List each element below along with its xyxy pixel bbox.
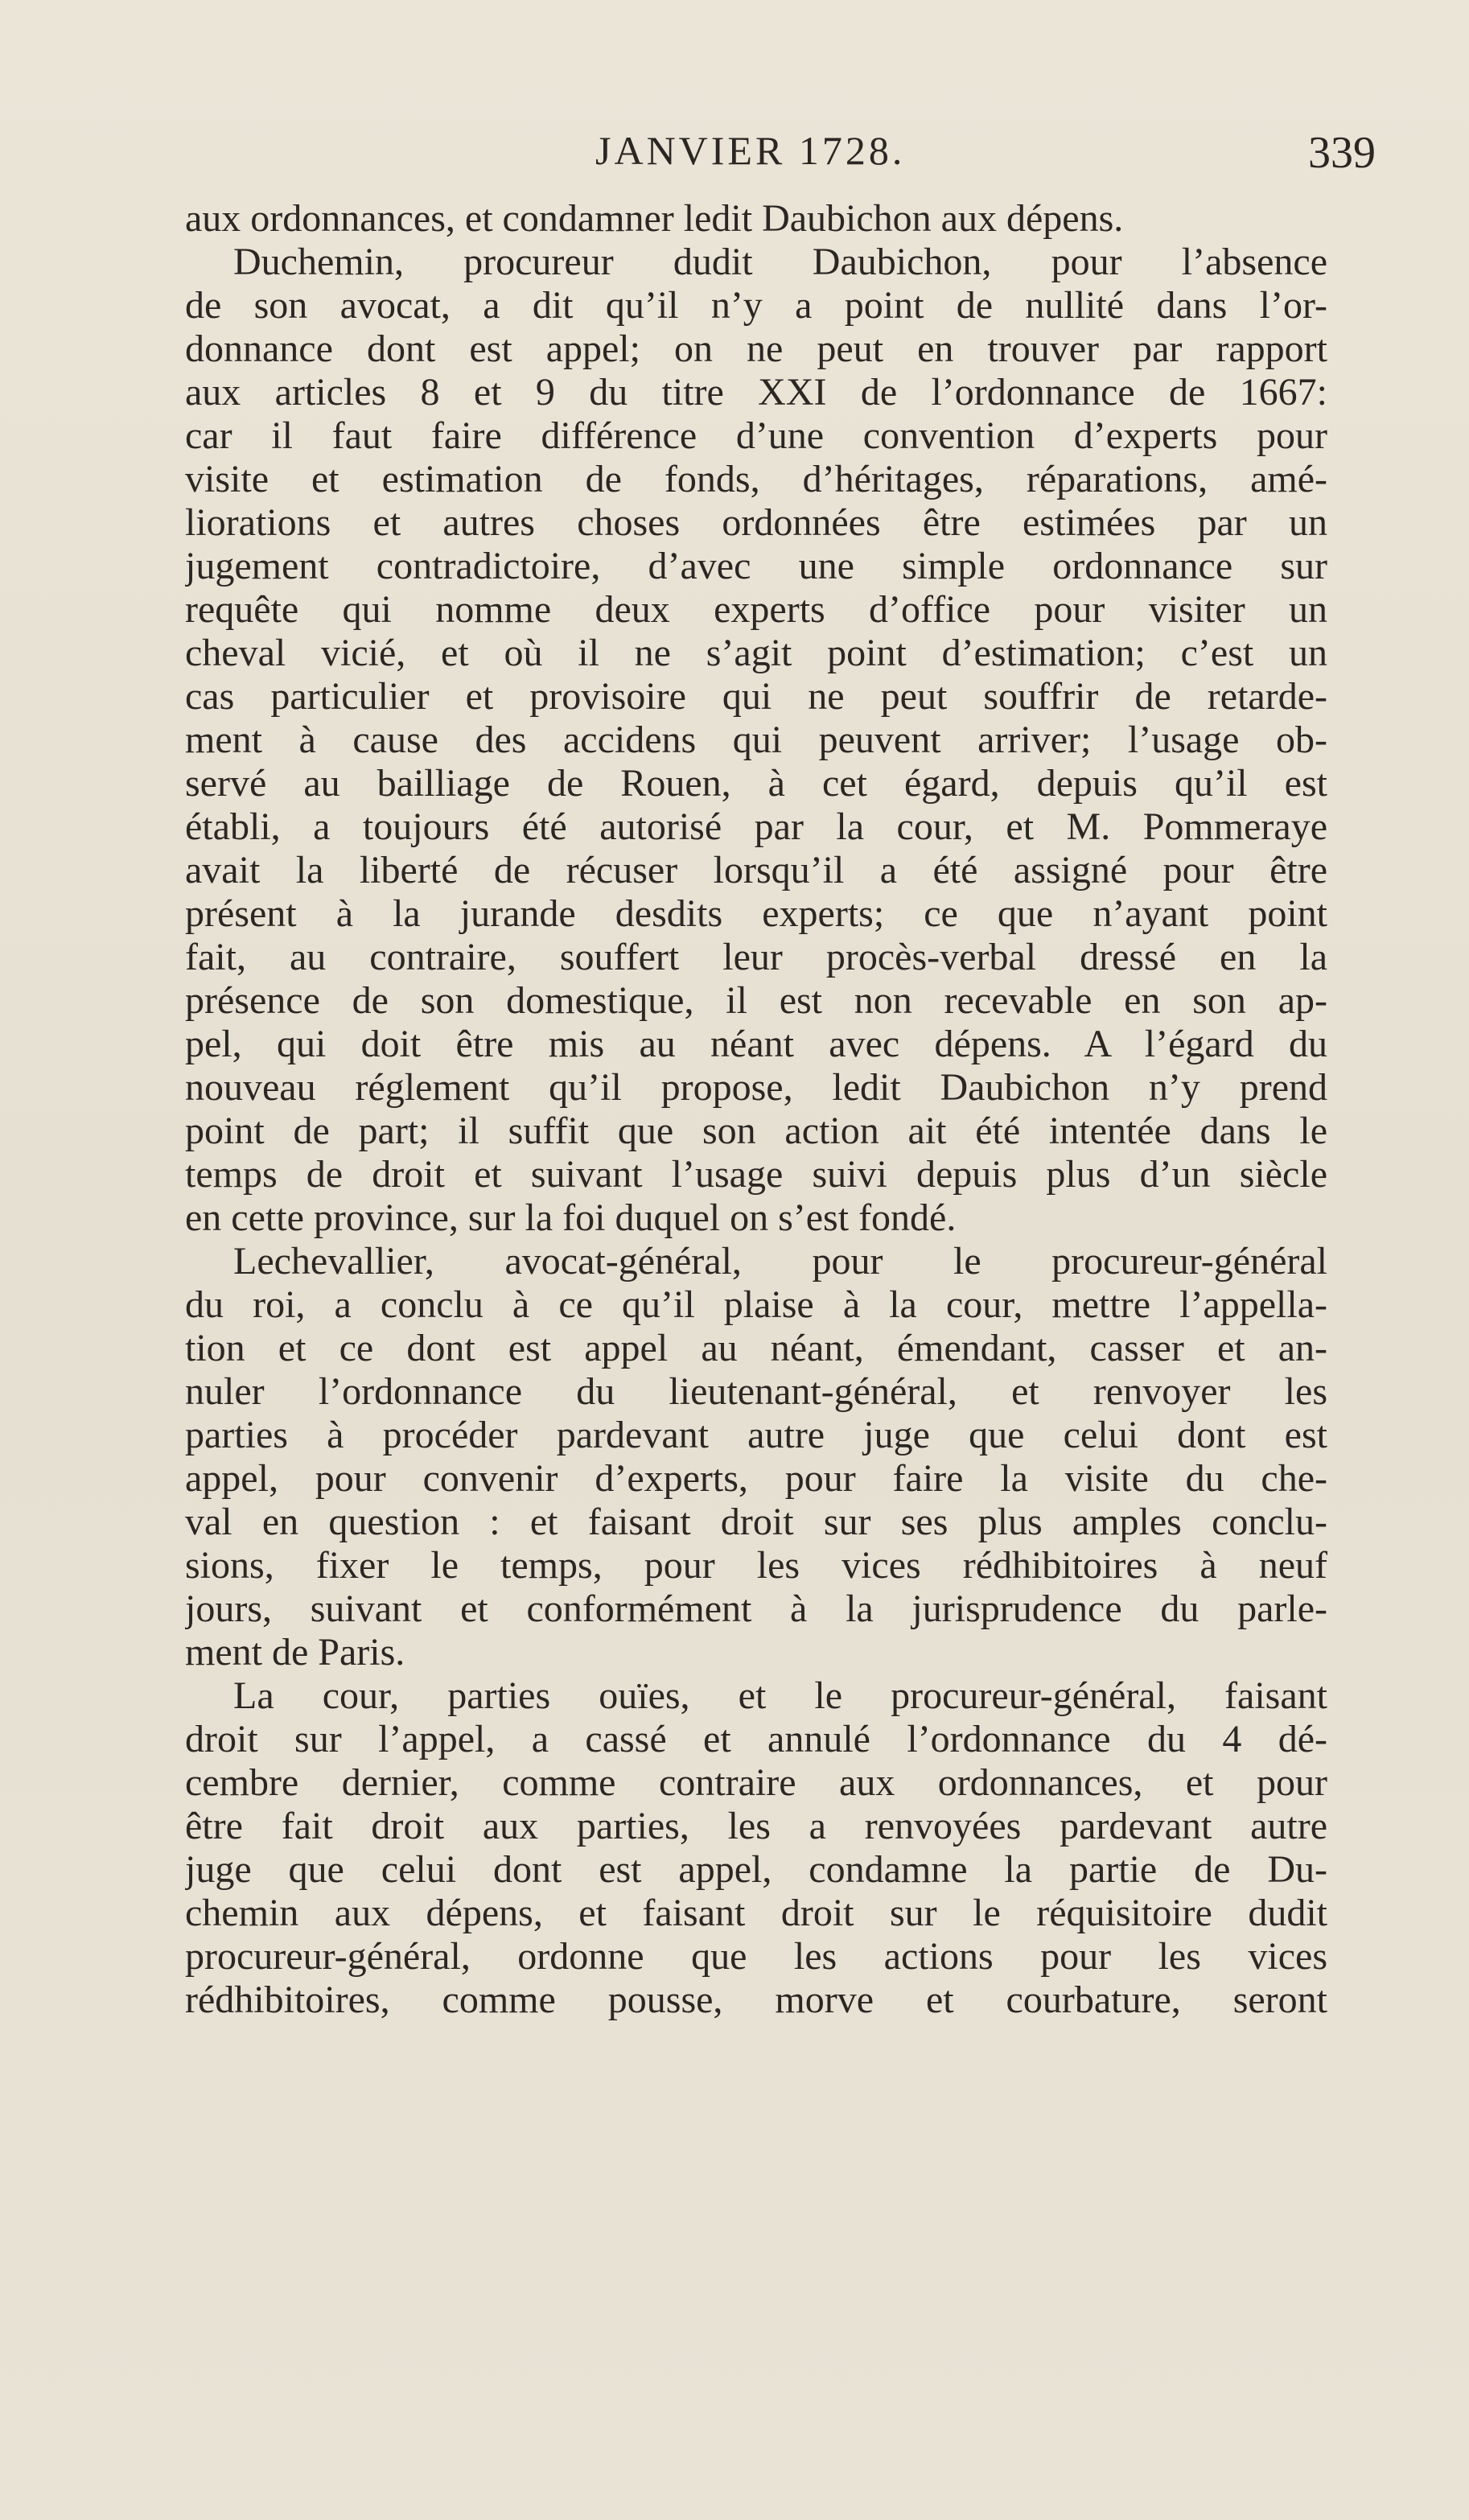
text-line: tion et ce dont est appel au néant, émendant, casser et an- — [185, 1327, 1327, 1369]
text-line: chemin aux dépens, et faisant droit sur le réquisitoire dudit — [185, 1892, 1327, 1934]
text-line: ment à cause des accidens qui peuvent arriver; l’usage ob- — [185, 719, 1327, 761]
text-line: Lechevallier, avocat-général, pour le procureur-général — [233, 1240, 1327, 1283]
text-line: val en question : et faisant droit sur ses plus amples conclu- — [185, 1501, 1327, 1543]
text-line: pel, qui doit être mis au néant avec dépens. A l’égard du — [185, 1023, 1327, 1065]
body-text — [185, 197, 1327, 2022]
text-line: servé au bailliage de Rouen, à cet égard, depuis qu’il est — [185, 762, 1327, 805]
text-line: liorations et autres choses ordonnées être estimées par un — [185, 501, 1327, 544]
text-line: cheval vicié, et où il ne s’agit point d’estimation; c’est un — [185, 632, 1327, 674]
text-line: appel, pour convenir d’experts, pour faire la visite du che- — [185, 1457, 1327, 1500]
text-line: La cour, parties ouïes, et le procureur-général, faisant — [233, 1674, 1327, 1717]
text-line: jugement contradictoire, d’avec une simple ordonnance sur — [185, 545, 1327, 587]
text-line: aux articles 8 et 9 du titre XXI de l’ordonnance de 1667: — [185, 371, 1327, 414]
text-line: cas particulier et provisoire qui ne peut souffrir de retarde- — [185, 675, 1327, 718]
text-line: sions, fixer le temps, pour les vices rédhibitoires à neuf — [185, 1544, 1327, 1587]
text-line: temps de droit et suivant l’usage suivi depuis plus d’un siècle — [185, 1153, 1327, 1196]
text-line: point de part; il suffit que son action ait été intentée dans le — [185, 1110, 1327, 1152]
text-line: rédhibitoires, comme pousse, morve et courbature, seront — [185, 1979, 1327, 2021]
running-title: JANVIER 1728. — [595, 128, 906, 173]
text-line: Duchemin, procureur dudit Daubichon, pour l’absence — [233, 241, 1327, 283]
text-line: requête qui nomme deux experts d’office pour visiter un — [185, 588, 1327, 631]
text-line: juge que celui dont est appel, condamne la partie de Du- — [185, 1848, 1327, 1891]
text-line: en cette province, sur la foi duquel on s’est fondé. — [185, 1196, 957, 1239]
text-line: droit sur l’appel, a cassé et annulé l’ordonnance du 4 dé- — [185, 1718, 1327, 1760]
text-line: avait la liberté de récuser lorsqu’il a été assigné pour être — [185, 849, 1327, 891]
text-line: ment de Paris. — [185, 1631, 405, 1674]
text-line: établi, a toujours été autorisé par la cour, et M. Pommeraye — [185, 805, 1327, 848]
text-line: aux ordonnances, et condamner ledit Daubichon aux dépens. — [185, 197, 1124, 240]
text-line: être fait droit aux parties, les a renvoyées pardevant autre — [185, 1805, 1327, 1847]
text-line: du roi, a conclu à ce qu’il plaise à la cour, mettre l’appella- — [185, 1283, 1327, 1326]
text-line: présent à la jurande desdits experts; ce que n’ayant point — [185, 892, 1327, 935]
text-line: de son avocat, a dit qu’il n’y a point de nullité dans l’or- — [185, 284, 1327, 327]
text-line: parties à procéder pardevant autre juge que celui dont est — [185, 1414, 1327, 1456]
text-line: car il faut faire différence d’une convention d’experts pour — [185, 414, 1327, 457]
text-line: fait, au contraire, souffert leur procès-verbal dressé en la — [185, 936, 1327, 978]
text-line: visite et estimation de fonds, d’héritages, réparations, amé- — [185, 458, 1327, 500]
page-header — [185, 121, 1376, 177]
text-line: procureur-général, ordonne que les actions pour les vices — [185, 1935, 1327, 1978]
text-line: donnance dont est appel; on ne peut en trouver par rapport — [185, 327, 1327, 370]
text-line: jours, suivant et conformément à la jurisprudence du parle- — [185, 1587, 1327, 1630]
text-line: nuler l’ordonnance du lieutenant-général, et renvoyer les — [185, 1370, 1327, 1413]
page-number: 339 — [1308, 128, 1376, 178]
text-line: présence de son domestique, il est non recevable en son ap- — [185, 979, 1327, 1022]
text-line: nouveau réglement qu’il propose, ledit Daubichon n’y prend — [185, 1066, 1327, 1109]
text-line: cembre dernier, comme contraire aux ordonnances, et pour — [185, 1761, 1327, 1804]
